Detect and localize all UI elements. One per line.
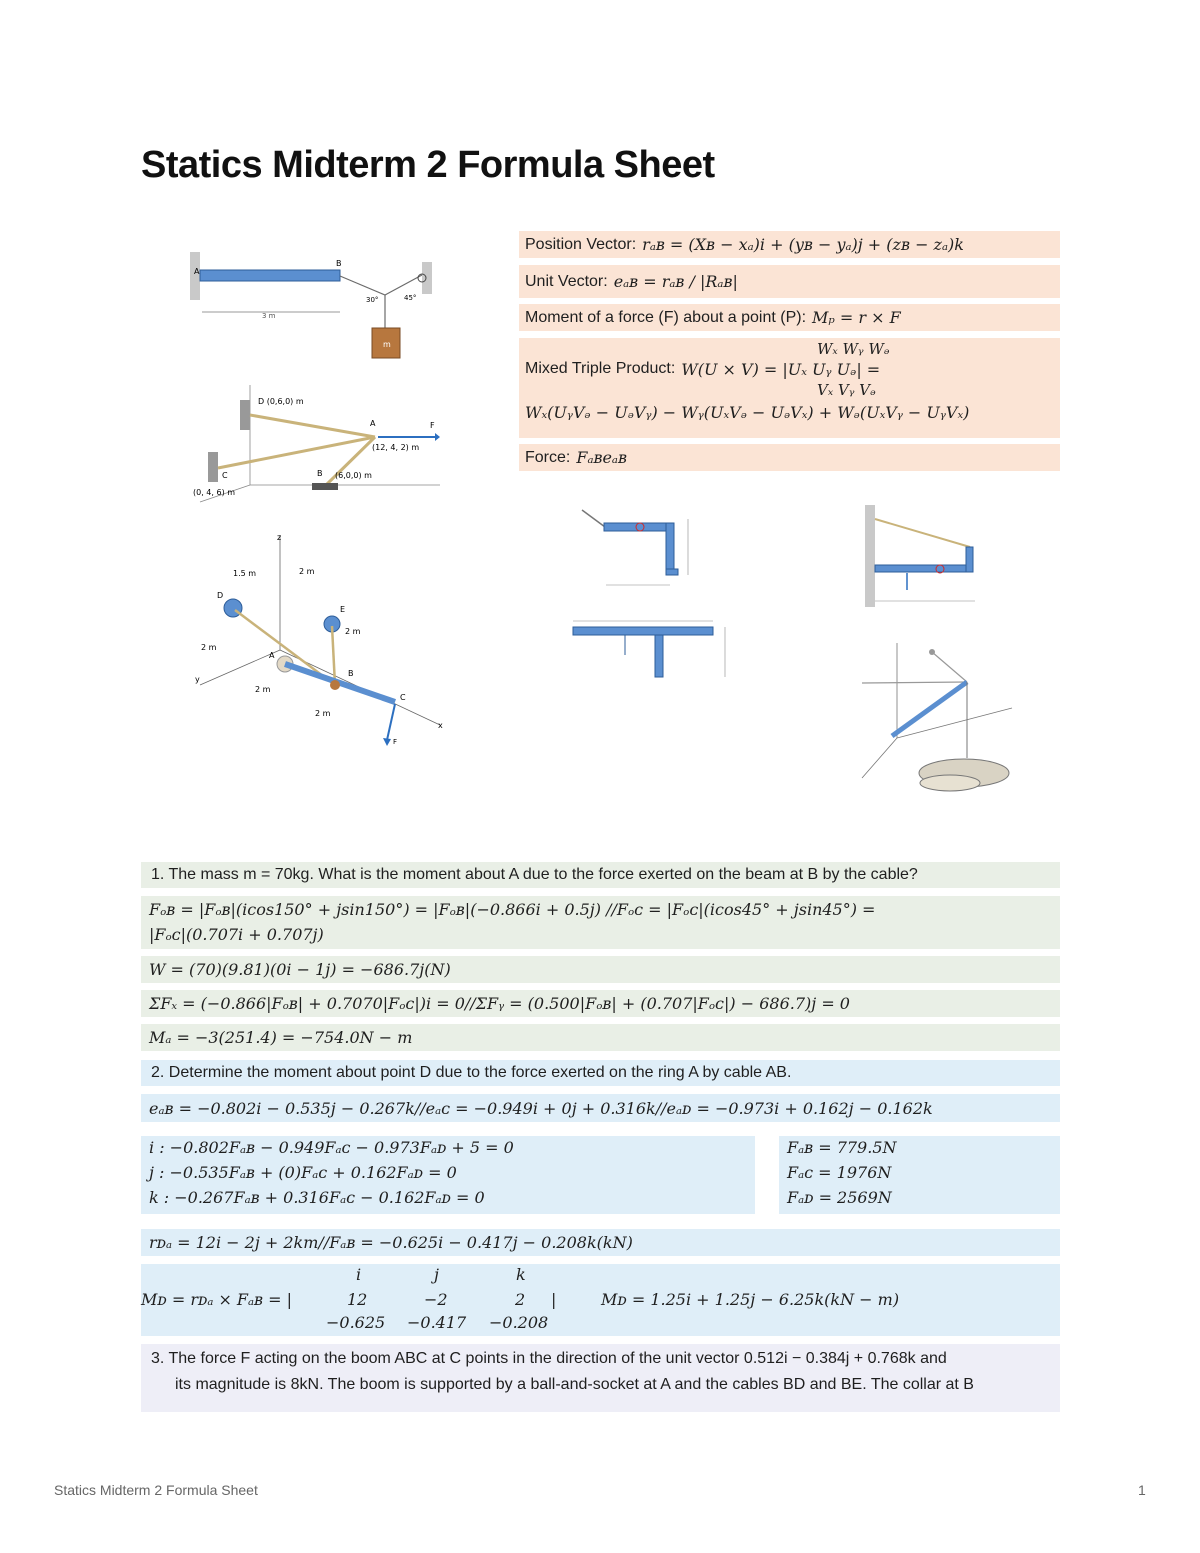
label-c-coord: (0, 4, 6) m — [193, 488, 236, 497]
page-number: 1 — [1138, 1482, 1146, 1498]
label-a: A — [370, 419, 376, 428]
q2-equation-system: i : −0.802Fₐʙ − 0.949Fₐᴄ − 0.973Fₐᴅ + 5 = 0 j : −0.535Fₐʙ + (0)Fₐᴄ + 0.162Fₐᴅ = 0 k : −0.267Fₐʙ + 0.316Fₐᴄ − 0.162Fₐᴅ = 0 — [141, 1136, 755, 1214]
label-ez: 2 m — [345, 627, 361, 636]
label-e: E — [340, 605, 346, 614]
figure-wall-frame — [865, 505, 990, 610]
label-x2: 2 m — [315, 709, 331, 718]
formula-triple-product: Wₓ Wᵧ Wₔ Mixed Triple Product: W(U × V) = |Uₓ Uᵧ Uₔ| = Vₓ Vᵧ Vₔ Wₓ(UᵧVₔ − UₔVᵧ) − Wᵧ(UₓVₔ − UₔVₓ) + Wₔ(UₓVᵧ − UᵧVₓ) — [519, 338, 1060, 438]
label-b-coord: (6,0,0) m — [335, 471, 372, 480]
label-dist1: 1.5 m — [233, 569, 257, 578]
figure-boom-cables — [195, 530, 450, 750]
page-title: Statics Midterm 2 Formula Sheet — [141, 144, 715, 186]
label-z: z — [277, 533, 282, 542]
label-c: C — [400, 693, 406, 702]
label-b: B — [348, 669, 354, 678]
label-m: m — [383, 340, 391, 349]
label-ang2: 45° — [404, 294, 417, 302]
label-y: y — [195, 675, 200, 684]
footer-title: Statics Midterm 2 Formula Sheet — [54, 1482, 258, 1498]
label-span: 3 m — [262, 312, 276, 320]
label-c: C — [222, 471, 228, 480]
q2-question: 2. Determine the moment about point D due to the force exerted on the ring A by cable AB. — [141, 1060, 1060, 1086]
figure-bent-bar — [570, 505, 730, 595]
label-b: B — [336, 259, 342, 268]
formula-unit-vector: Unit Vector: eₐʙ = rₐʙ / |Rₐʙ| — [519, 265, 1060, 298]
figure-log-crane — [852, 638, 1022, 798]
q1-eq2: W = (70)(9.81)(0i − 1j) = −686.7j(N) — [141, 956, 1060, 983]
label-f: F — [430, 421, 435, 430]
q1-eq4: Mₐ = −3(251.4) = −754.0N − m — [141, 1024, 1060, 1051]
label-x: x — [438, 721, 443, 730]
figure-tee-beam — [565, 615, 735, 685]
q1-eq1: Fₒʙ = |Fₒʙ|(icos150° + jsin150°) = |Fₒʙ|(−0.866i + 0.5j) //Fₒᴄ = |Fₒᴄ|(icos45° + jsin45°) = |Fₒᴄ|(0.707i + 0.707j) — [141, 896, 1060, 949]
label-dz: 2 m — [201, 643, 217, 652]
q2-results: Fₐʙ = 779.5N Fₐᴄ = 1976N Fₐᴅ = 2569N — [779, 1136, 1060, 1214]
label-d: D — [217, 591, 224, 600]
q1-eq3: ΣFₓ = (−0.866|Fₒʙ| + 0.7070|Fₒᴄ|)i = 0//ΣFᵧ = (0.500|Fₒʙ| + (0.707|Fₒᴄ|) − 686.7)j = 0 — [141, 990, 1060, 1017]
formula-position-vector: Position Vector: rₐʙ = (Xʙ − xₐ)i + (yʙ − yₐ)j + (zʙ − zₐ)k — [519, 231, 1060, 258]
label-x1: 2 m — [255, 685, 271, 694]
q2-unit-vectors: eₐʙ = −0.802i − 0.535j − 0.267k//eₐᴄ = −0.949i + 0j + 0.316k//eₐᴅ = −0.973i + 0.162j − 0.162k — [141, 1094, 1060, 1122]
label-a: A — [194, 267, 200, 276]
label-ang1: 30° — [366, 296, 379, 304]
q3-question: 3. The force F acting on the boom ABC at C points in the direction of the unit vector 0.512i − 0.384j + 0.768k and its magnitude is 8kN. The boom is supported by a ball-and-socket at A and the cables BD and BE. The collar at B — [141, 1344, 1060, 1412]
label-a-coord: (12, 4, 2) m — [372, 443, 420, 452]
q2-rda: rᴅₐ = 12i − 2j + 2km//Fₐʙ = −0.625i − 0.417j − 0.208k(kN) — [141, 1229, 1060, 1256]
label-d: D (0,6,0) m — [258, 397, 304, 406]
label-b: B — [317, 469, 323, 478]
q1-question: 1. The mass m = 70kg. What is the moment about A due to the force exerted on the beam at B by the cable? — [141, 862, 1060, 888]
label-f: F — [393, 738, 398, 746]
label-a: A — [269, 651, 275, 660]
formula-force: Force: Fₐʙeₐʙ — [519, 444, 1060, 471]
figure-beam-mass — [190, 250, 450, 365]
formula-moment: Moment of a force (F) about a point (P): Mₚ = r × F — [519, 304, 1060, 331]
q2-determinant: i j k Mᴅ = rᴅₐ × Fₐʙ = | 12 −2 2 | −0.625 −0.417 −0.208 Mᴅ = 1.25i + 1.25j − 6.25k(kN − m) — [141, 1264, 1060, 1336]
figure-ring-cables — [190, 380, 440, 505]
label-dist2: 2 m — [299, 567, 315, 576]
